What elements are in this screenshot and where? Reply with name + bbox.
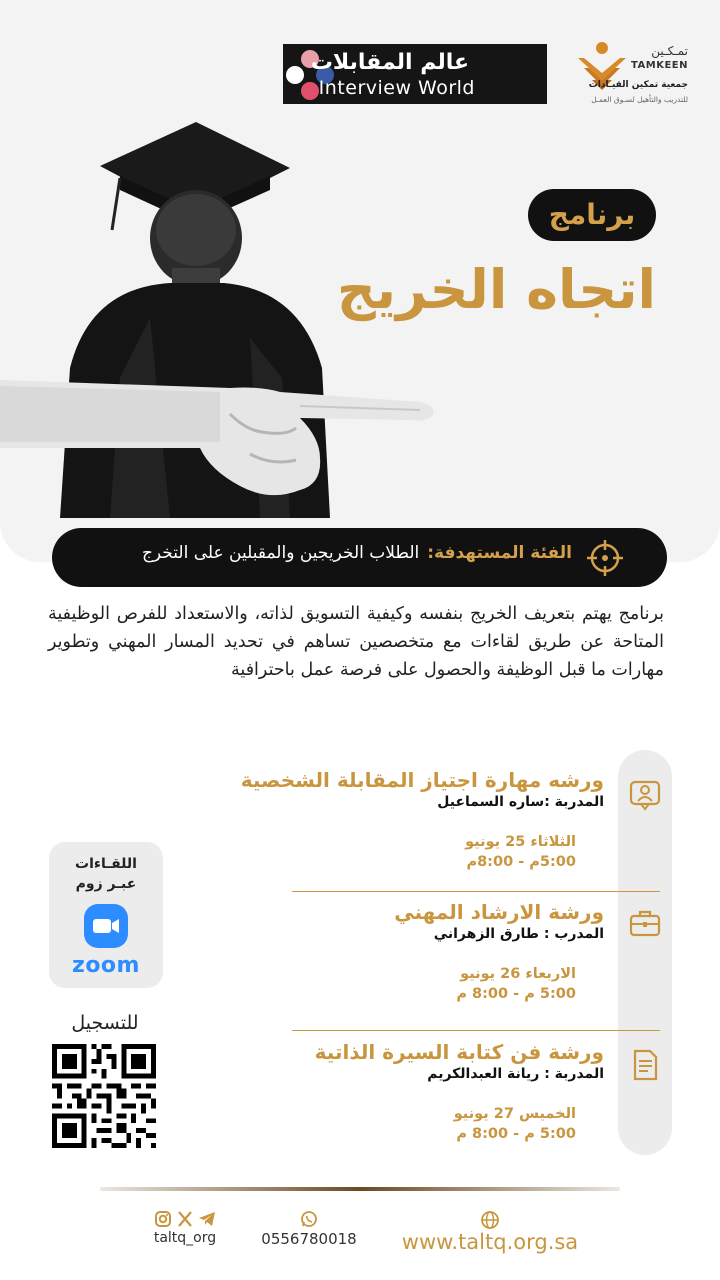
workshop-date: الاربعاء 26 يونيو <box>460 966 576 982</box>
social-handle[interactable]: taltq_org <box>153 1230 217 1246</box>
footer-phone <box>254 1210 364 1248</box>
interview-world-logo <box>283 44 547 104</box>
target-audience-value: الطلاب الخريجين والمقبلين على التخرج <box>141 543 420 563</box>
whatsapp-icon[interactable] <box>300 1210 318 1228</box>
id-card-icon <box>628 777 662 811</box>
workshop-3 <box>292 1040 604 1142</box>
zoom-card <box>49 842 163 988</box>
workshop-time: 5:00م - 8:00م <box>466 854 576 870</box>
workshop-title: ورشة الارشاد المهني <box>394 900 604 924</box>
workshop-trainer: المدربة :ساره السماعيل <box>437 794 604 810</box>
workshop-time: 5:00 م - 8:00 م <box>456 1126 576 1142</box>
workshop-2 <box>292 900 604 1002</box>
phone-number[interactable]: 0556780018 <box>261 1230 357 1248</box>
zoom-label-line1: اللقـاءات <box>75 856 137 872</box>
zoom-label-line2: عبـر زوم <box>75 876 137 892</box>
workshop-trainer: المدربة : ريانة العبدالكريم <box>427 1066 604 1082</box>
register-label: للتسجيل <box>71 1012 139 1034</box>
footer-social <box>140 1210 230 1246</box>
tamkeen-tagline: للتدريب والتأهيل لسـوق العمـل <box>591 95 688 104</box>
tamkeen-arabic: تمـكـين <box>651 44 688 58</box>
interview-world-english: Interview World <box>318 77 475 99</box>
x-twitter-icon[interactable] <box>177 1210 193 1228</box>
zoom-logo-text: zoom <box>72 953 140 978</box>
target-icon <box>585 538 625 578</box>
footer-website <box>398 1210 582 1254</box>
workshop-title: ورشه مهارة اجتياز المقابلة الشخصية <box>240 768 604 792</box>
zoom-camera-icon <box>84 904 128 948</box>
workshop-date: الخميس 27 يونيو <box>453 1106 576 1122</box>
page-title: اتجاه الخريج <box>336 258 656 321</box>
workshop-time: 5:00 م - 8:00 م <box>456 986 576 1002</box>
target-audience-label: الفئة المستهدفة: <box>427 543 572 563</box>
document-icon <box>628 1048 662 1082</box>
instagram-icon[interactable] <box>154 1210 172 1228</box>
website-link[interactable]: www.taltq.org.sa <box>401 1230 579 1254</box>
program-description: برنامج يهتم بتعريف الخريج بنفسه وكيفية التسويق لذاته، والاستعداد للفرص الوظيفية المتاحة عن طريق لقاءات مع متخصصين تساهم في تحديد المسار المهني وتطوير مهارات ما قبل الوظيفة والحصول على فرصة عمل باحترافية <box>48 604 664 680</box>
logo-dot-icon <box>286 66 304 84</box>
footer-divider <box>100 1187 620 1191</box>
workshop-divider <box>292 891 660 892</box>
globe-icon <box>480 1210 500 1230</box>
workshop-divider <box>292 1030 660 1031</box>
interview-world-arabic: عالم المقابلات <box>310 50 469 75</box>
tamkeen-logo <box>574 40 694 110</box>
registration-qr-code[interactable] <box>52 1044 156 1148</box>
program-label: برنامج <box>528 189 656 241</box>
workshop-trainer: المدرب : طارق الزهراني <box>433 926 604 942</box>
logo-dot-icon <box>301 82 319 100</box>
telegram-icon[interactable] <box>198 1210 216 1228</box>
tamkeen-mark-icon <box>574 40 630 100</box>
workshop-date: الثلاثاء 25 يونيو <box>465 834 576 850</box>
workshop-title: ورشة فن كتابة السيرة الذاتية <box>314 1040 604 1064</box>
briefcase-icon <box>628 906 662 940</box>
tamkeen-association: جمعية تمكين القيـادات <box>588 80 688 90</box>
tamkeen-english: TAMKEEN <box>630 60 688 71</box>
target-audience <box>142 543 572 563</box>
zoom-label <box>49 854 163 894</box>
workshop-1 <box>240 768 604 870</box>
